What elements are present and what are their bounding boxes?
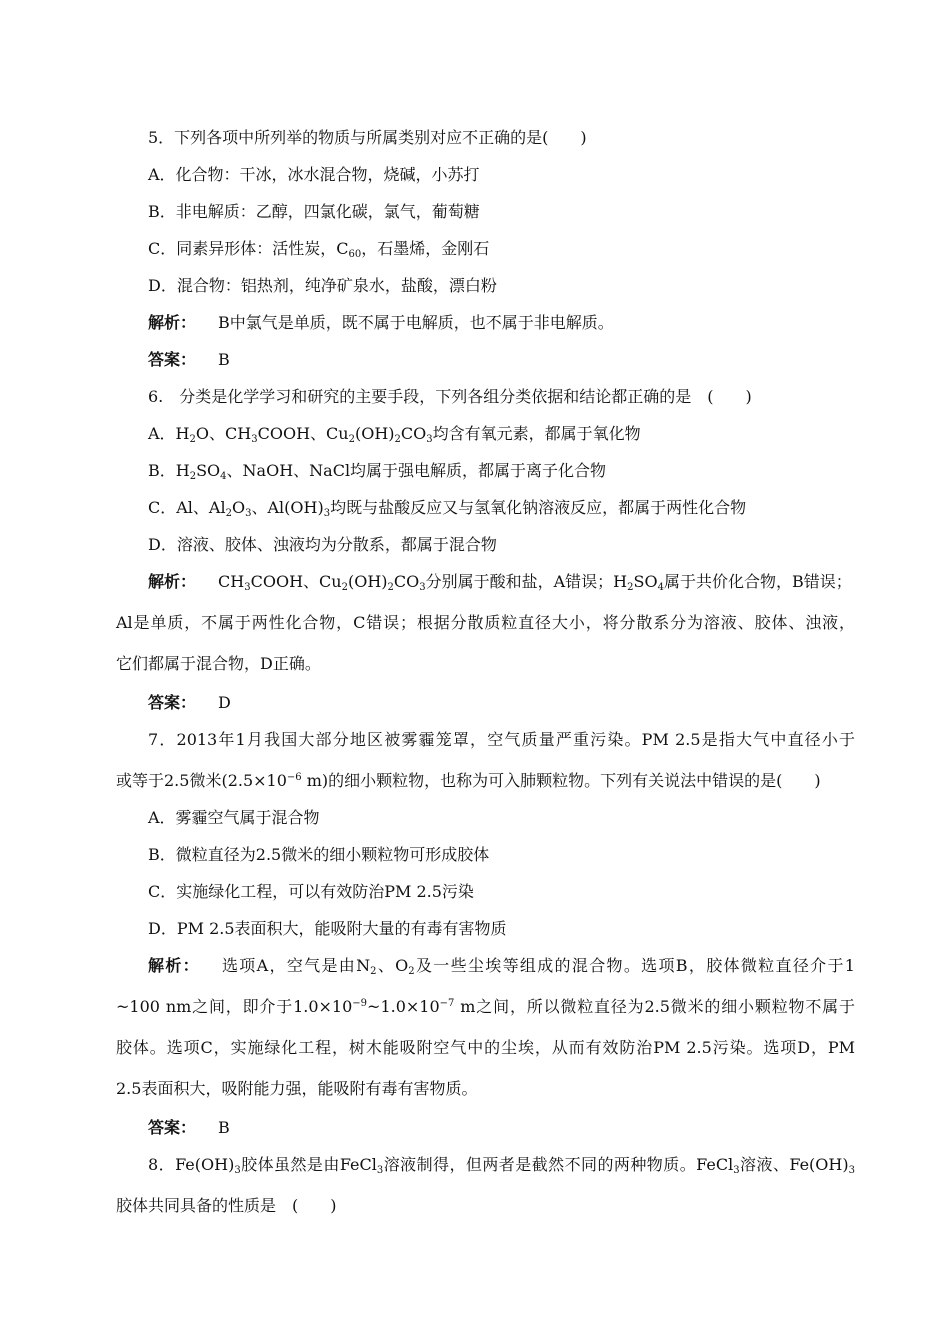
- q6-stem: 6. 分类是化学学习和研究的主要手段，下列各组分类依据和结论都正确的是 ( ): [148, 387, 752, 406]
- q7-option-d: D．PM 2.5表面积大，能吸附大量的有毒有害物质: [148, 919, 507, 938]
- q7-analysis-line2: ~100 nm之间，即介于$1.0\times 10^{-9}\sim 1.0\times 10^{-7}$ m之间，所以微粒直径为2.5微米的细小颗粒物不属于: [116, 997, 855, 1016]
- q7-option-b: B．微粒直径为2.5微米的细小颗粒物可形成胶体: [148, 845, 490, 864]
- q6-option-a: A．$H_2O$、$CH_3COOH$、$Cu_2(OH)_2CO_3$均含有氧元素，都属于氧化物: [148, 424, 641, 445]
- answer-label: 答案：: [148, 693, 197, 712]
- analysis-label: 解析：: [148, 572, 197, 591]
- q5-stem: 5．下列各项中所列举的物质与所属类别对应不正确的是( ): [148, 128, 587, 147]
- q7-option-c: C．实施绿化工程，可以有效防治PM 2.5污染: [148, 882, 474, 901]
- q7-analysis-line1: 解析： 选项A，空气是由$N_2$、$O_2$及一些尘埃等组成的混合物。选项B，胶体微粒直径介于1: [148, 956, 855, 977]
- q8-stem-line2: 胶体共同具备的性质是 ( ): [116, 1196, 337, 1215]
- q6-option-b: B．$H_2SO_4$、NaOH、NaCl均属于强电解质，都属于离子化合物: [148, 461, 607, 482]
- q7-stem-line2: 或等于2.5微米($2.5\times 10^{-6}$ m)的细小颗粒物，也称为可入肺颗粒物。下列有关说法中错误的是( ): [116, 771, 821, 790]
- q6-option-c: C．Al、$Al_2O_3$、$Al(OH)_3$均既与盐酸反应又与氢氧化钠溶液反应，都属于两性化合物: [148, 498, 747, 519]
- q5-answer: 答案： B: [148, 350, 230, 369]
- analysis-label: 解析：: [148, 956, 200, 975]
- q7-option-a: A．雾霾空气属于混合物: [148, 808, 320, 827]
- q5-option-b: B．非电解质：乙醇，四氯化碳，氯气，葡萄糖: [148, 202, 480, 221]
- answer-label: 答案：: [148, 1118, 197, 1137]
- q8-stem-line1: 8．$Fe(OH)_3$胶体虽然是由FeCl$_3$溶液制得，但两者是截然不同的两种物质。FeCl$_3$溶液、$Fe(OH)_3$: [148, 1155, 855, 1176]
- q6-analysis-line3: 它们都属于混合物，D正确。: [116, 654, 321, 673]
- q6-analysis: 解析： $CH_3COOH$、$Cu_2(OH)_2CO_3$分别属于酸和盐，A错误；$H_2SO_4$属于共价化合物，B错误；: [148, 572, 852, 593]
- q5-option-a: A．化合物：干冰，冰水混合物，烧碱，小苏打: [148, 165, 480, 184]
- q5-option-d: D．混合物：铝热剂，纯净矿泉水，盐酸，漂白粉: [148, 276, 497, 295]
- q6-analysis-line2: Al是单质，不属于两性化合物，C错误；根据分散质粒直径大小，将分散系分为溶液、胶体、浊液，: [116, 613, 855, 632]
- q6-option-d: D．溶液、胶体、浊液均为分散系，都属于混合物: [148, 535, 497, 554]
- q5-analysis: 解析： B中氯气是单质，既不属于电解质，也不属于非电解质。: [148, 313, 614, 332]
- q7-answer: 答案： B: [148, 1118, 230, 1137]
- answer-label: 答案：: [148, 350, 197, 369]
- q7-stem-line1: 7．2013年1月我国大部分地区被雾霾笼罩，空气质量严重污染。PM 2.5是指大气中直径小于: [148, 730, 855, 749]
- analysis-label: 解析：: [148, 313, 197, 332]
- q5-option-c: C．同素异形体：活性炭，$C_{60}$，石墨烯，金刚石: [148, 239, 490, 260]
- q6-answer: 答案： D: [148, 693, 231, 712]
- q7-analysis-line3: 胶体。选项C，实施绿化工程，树木能吸附空气中的尘埃，从而有效防治PM 2.5污染。选项D，PM: [116, 1038, 855, 1057]
- q7-analysis-line4: 2.5表面积大，吸附能力强，能吸附有毒有害物质。: [116, 1079, 478, 1098]
